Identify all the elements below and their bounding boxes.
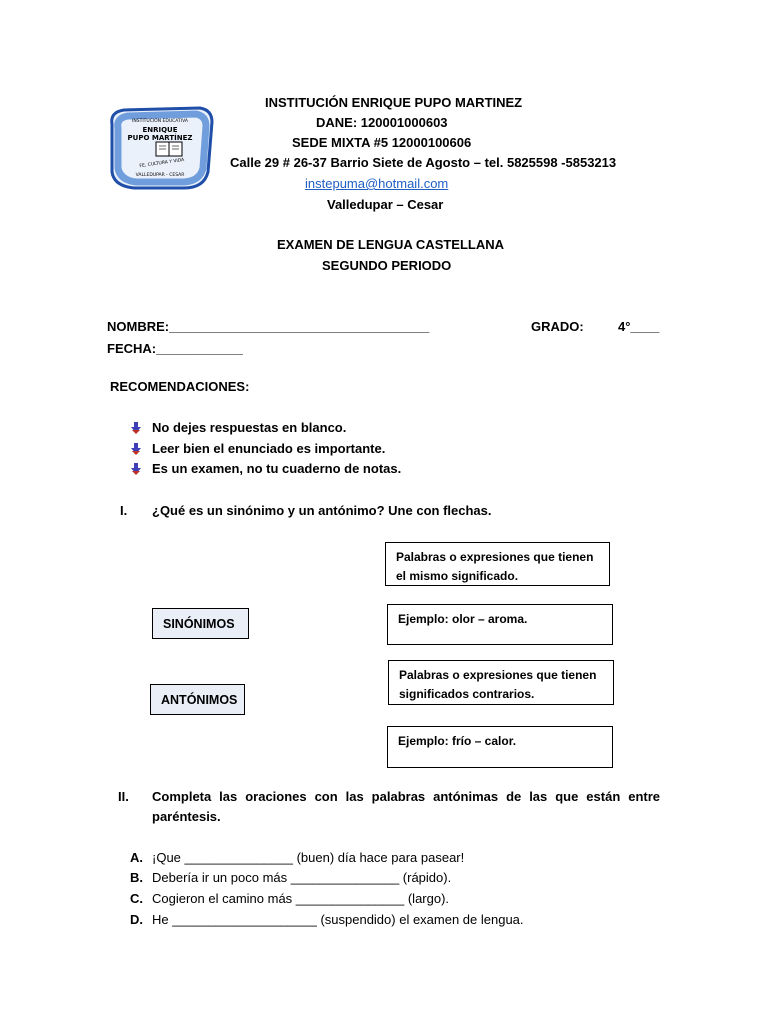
antonimos-box[interactable]: ANTÓNIMOS [150, 684, 245, 715]
sentence-item[interactable]: Cogieron el camino más _______________ (largo). [152, 891, 450, 906]
definition-box[interactable]: Palabras o expresiones que tienen el mismo significado. [385, 542, 610, 586]
sentence-item[interactable]: He ____________________ (suspendido) el examen de lengua. [152, 912, 524, 927]
arrow-bullet-icon [130, 422, 142, 434]
sentence-item[interactable]: Debería ir un poco más _______________ (rápido). [152, 870, 452, 885]
institution-name: INSTITUCIÓN ENRIQUE PUPO MARTINEZ [265, 95, 523, 110]
item-letter: A. [130, 850, 143, 865]
grade-field[interactable]: 4°____ [618, 319, 660, 334]
logo-name-line1: ENRIQUE [142, 126, 178, 134]
definition-box[interactable]: Palabras o expresiones que tienen significados contrarios. [388, 660, 614, 705]
exam-title: EXAMEN DE LENGUA CASTELLANA [277, 237, 505, 252]
sede-info: SEDE MIXTA #5 12000100606 [292, 135, 472, 150]
sinonimos-box[interactable]: SINÓNIMOS [152, 608, 249, 639]
section-1-question: ¿Qué es un sinónimo y un antónimo? Une con flechas. [152, 503, 492, 518]
arrow-bullet-icon [130, 443, 142, 455]
example-box[interactable]: Ejemplo: olor – aroma. [387, 604, 613, 645]
logo-name-line2: PUPO MARTÍNEZ [127, 134, 193, 142]
dane-code: DANE: 120001000603 [316, 115, 448, 130]
item-letter: C. [130, 891, 143, 906]
section-1-number: I. [120, 503, 128, 518]
logo-top-text: INSTITUCIÓN EDUCATIVA [132, 119, 188, 124]
address-line: Calle 29 # 26-37 Barrio Siete de Agosto – tel. 5825598 -5853213 [230, 155, 617, 170]
logo-city: VALLEDUPAR - CESAR [135, 173, 185, 178]
item-letter: B. [130, 870, 143, 885]
arrow-bullet-icon [130, 463, 142, 475]
date-field[interactable]: FECHA:____________ [107, 341, 243, 356]
exam-period: SEGUNDO PERIODO [322, 258, 452, 273]
sentence-item[interactable]: ¡Que _______________ (buen) día hace para pasear! [152, 850, 465, 865]
email-link[interactable]: instepuma@hotmail.com [305, 176, 449, 191]
section-2-instruction: Completa las oraciones con las palabras antónimas de las que están entre [152, 789, 660, 804]
section-2-number: II. [118, 789, 129, 804]
recommendation-item: Leer bien el enunciado es importante. [152, 441, 386, 456]
school-logo [104, 102, 216, 192]
grade-label: GRADO: [531, 319, 584, 334]
example-box[interactable]: Ejemplo: frío – calor. [387, 726, 613, 768]
city-line: Valledupar – Cesar [327, 197, 444, 212]
logo-motto: FE, CULTURA Y VIDA [139, 157, 185, 170]
name-field[interactable]: NOMBRE:____________________________________ [107, 319, 430, 334]
item-letter: D. [130, 912, 143, 927]
book-icon [156, 142, 182, 156]
recommendations-title: RECOMENDACIONES: [110, 379, 250, 394]
section-2-instruction-cont: paréntesis. [152, 809, 221, 824]
recommendation-item: No dejes respuestas en blanco. [152, 420, 347, 435]
recommendation-item: Es un examen, no tu cuaderno de notas. [152, 461, 402, 476]
